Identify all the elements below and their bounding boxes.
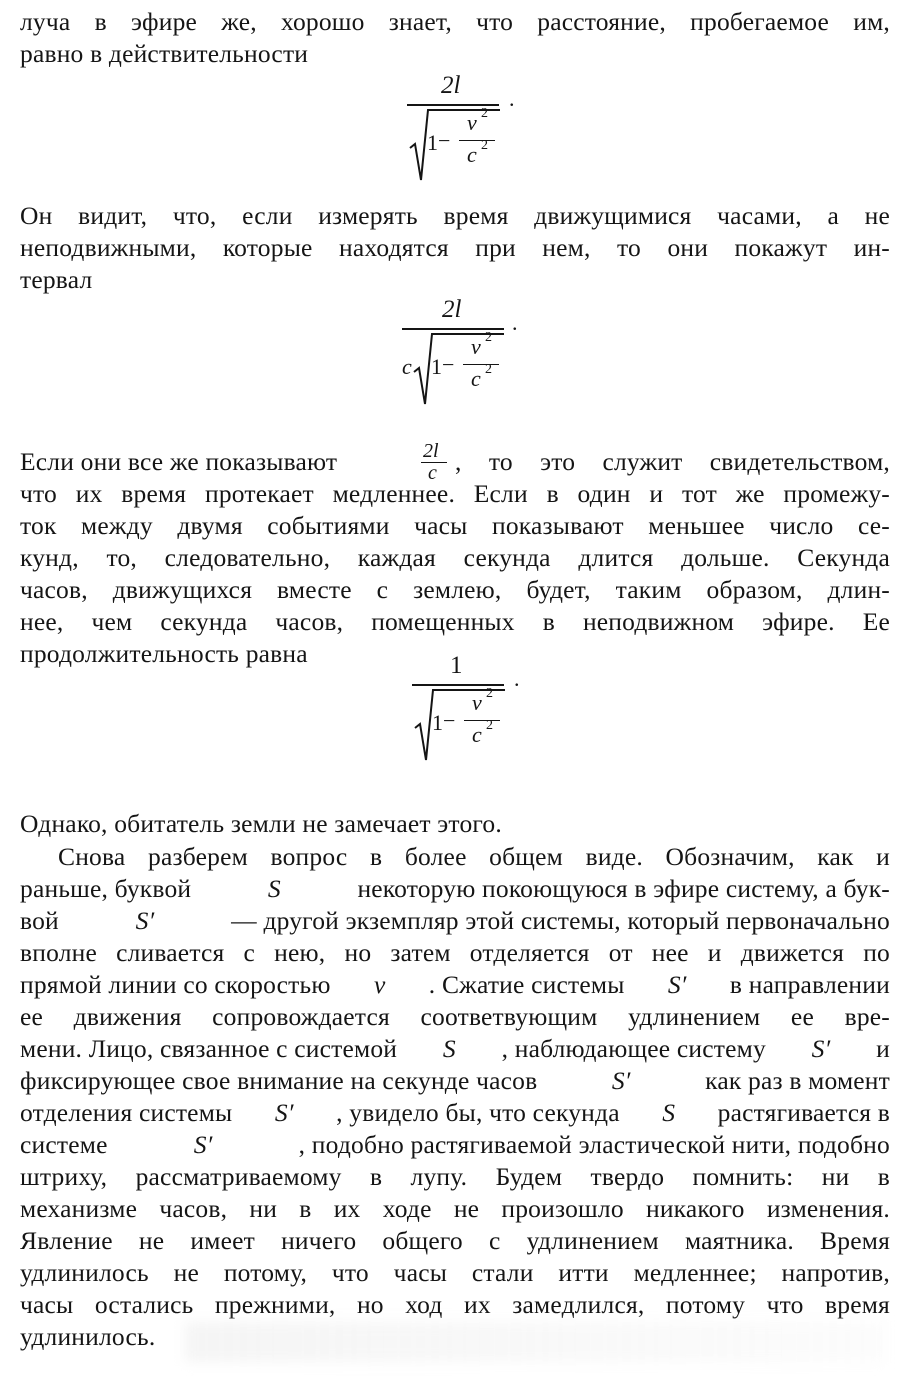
exponent: 2 [486, 718, 493, 733]
text-line [20, 1097, 890, 1129]
radicand-one: 1 [427, 130, 438, 155]
text-line [20, 1129, 890, 1161]
text-span: системе [20, 1130, 108, 1159]
text-span: некоторую покоющуюся в эфире систему, а бук- [357, 874, 890, 903]
text-line [20, 905, 890, 937]
text-line: штриху, рассматриваемому в лупу. Будем твердо помнить: ни в [20, 1162, 890, 1191]
text-span: , подобно растягиваемой эластической нити, подобно [298, 1130, 890, 1159]
text-span: и [876, 1034, 890, 1063]
symbol-S-prime: S′ [667, 970, 687, 999]
text-line [20, 969, 890, 1001]
text-span: в направлении [729, 970, 890, 999]
text-span: вой [20, 906, 59, 935]
text-line: удлинилось не потому, что часы стали итти медленнее; напротив, [20, 1258, 890, 1287]
c-symbol: c [467, 142, 477, 167]
symbol-S-prime: S′ [811, 1034, 831, 1063]
formula-1 [405, 72, 535, 182]
exponent: 2 [486, 686, 493, 701]
denominator: c [428, 462, 437, 484]
text-line: кунд, то, следовательно, каждая секунда длится дольше. Секунда [20, 543, 890, 572]
text-span: — другой экземпляр этой системы, который первоначально [231, 906, 890, 935]
text-line [20, 873, 890, 905]
minus-sign: − [438, 128, 451, 153]
text-line: удлинилось. [20, 1322, 156, 1351]
text-line: вполне сливается с нею, но затем отделяется от нее и движется по [20, 938, 890, 967]
v-symbol: v [467, 110, 477, 135]
symbol-S: S [442, 1034, 456, 1063]
text-span: как раз в момент [705, 1066, 890, 1095]
minus-sign: − [442, 352, 455, 377]
symbol-S: S [267, 874, 281, 903]
text-span: . Сжатие системы [428, 970, 625, 999]
text-line: равно в действительности [20, 39, 309, 68]
sqrt-icon [408, 108, 503, 182]
period: . [509, 86, 515, 111]
text-line: Если они все же показывают [20, 447, 338, 476]
text-line: тервал [20, 265, 93, 294]
text-line: ее движения сопровождается соответвующим удлинением ее вре- [20, 1002, 890, 1031]
formula-2 [400, 296, 540, 406]
text-line: Снова разберем вопрос в более общем виде. Обозначим, как и [58, 842, 890, 871]
radicand-one: 1 [431, 354, 442, 379]
text-line: ток между двумя событиями часы показывают меньшее число се- [20, 511, 890, 540]
text-line: Явление не имеет ничего общего с удлинением маятника. Время [20, 1226, 890, 1255]
text-span: фиксирующее свое внимание на секунде часов [20, 1066, 538, 1095]
text-line [20, 1065, 890, 1097]
c-symbol: c [402, 354, 412, 379]
text-line: Он видит, что, если измерять время движущимися часами, а не [20, 201, 890, 230]
symbol-S: S [662, 1098, 676, 1127]
numerator: 2l [442, 296, 462, 323]
numerator: 2l [441, 72, 461, 99]
exponent: 2 [485, 362, 492, 377]
exponent: 2 [485, 330, 492, 345]
text-line: неподвижными, которые находятся при нем, то они покажут ин- [20, 233, 890, 262]
minus-sign: − [443, 708, 456, 733]
text-line: механизме часов, ни в их ходе не произошло никакого изменения. [20, 1194, 890, 1223]
exponent: 2 [481, 138, 488, 153]
text-span: мени. Лицо, связанное с системой [20, 1034, 398, 1063]
text-line: часов, движущихся вместе с землею, будет, таким образом, длин- [20, 575, 890, 604]
radicand-one: 1 [432, 710, 443, 735]
sqrt-icon [412, 332, 507, 406]
period: . [512, 310, 518, 335]
faded-text-region [185, 1322, 885, 1362]
text-line: продолжительность равна [20, 639, 308, 668]
v-symbol: v [471, 334, 481, 359]
text-span: раньше, буквой [20, 874, 192, 903]
period: . [514, 666, 520, 691]
text-line: часы остались прежними, но ход их замедлился, потому что время [20, 1290, 890, 1319]
symbol-S-prime: S′ [611, 1066, 631, 1095]
text-line: нее, чем секунда часов, помещенных в неподвижном эфире. Ее [20, 607, 890, 636]
text-line [20, 1033, 890, 1065]
fraction-bar [464, 720, 500, 721]
v-symbol: v [472, 690, 482, 715]
text-span: отделения системы [20, 1098, 233, 1127]
exponent: 2 [481, 106, 488, 121]
formula-3 [410, 652, 540, 762]
symbol-S-prime: S′ [274, 1098, 294, 1127]
c-symbol: c [472, 722, 482, 747]
text-line: луча в эфире же, хорошо знает, что расстояние, пробегаемое им, [20, 7, 890, 36]
text-line: Однако, обитатель земли не замечает этого. [20, 809, 502, 838]
fraction-bar [459, 140, 495, 141]
c-symbol: c [471, 366, 481, 391]
text-span: растягивается в [717, 1098, 890, 1127]
symbol-v: v [373, 970, 386, 999]
fraction-bar [463, 364, 499, 365]
text-span: , увидело бы, что секунда [336, 1098, 620, 1127]
text-span: прямой линии со скоростью [20, 970, 331, 999]
text-line: , то это служит свидетельством, [455, 447, 890, 476]
text-line: что их время протекает медленнее. Если в один и тот же промежу- [20, 479, 890, 508]
sqrt-icon [413, 688, 508, 762]
symbol-S-prime: S′ [193, 1130, 213, 1159]
text-span: , наблюдающее систему [501, 1034, 766, 1063]
symbol-S-prime: S′ [135, 906, 155, 935]
numerator: 1 [450, 652, 463, 679]
numerator: 2l [423, 440, 439, 462]
